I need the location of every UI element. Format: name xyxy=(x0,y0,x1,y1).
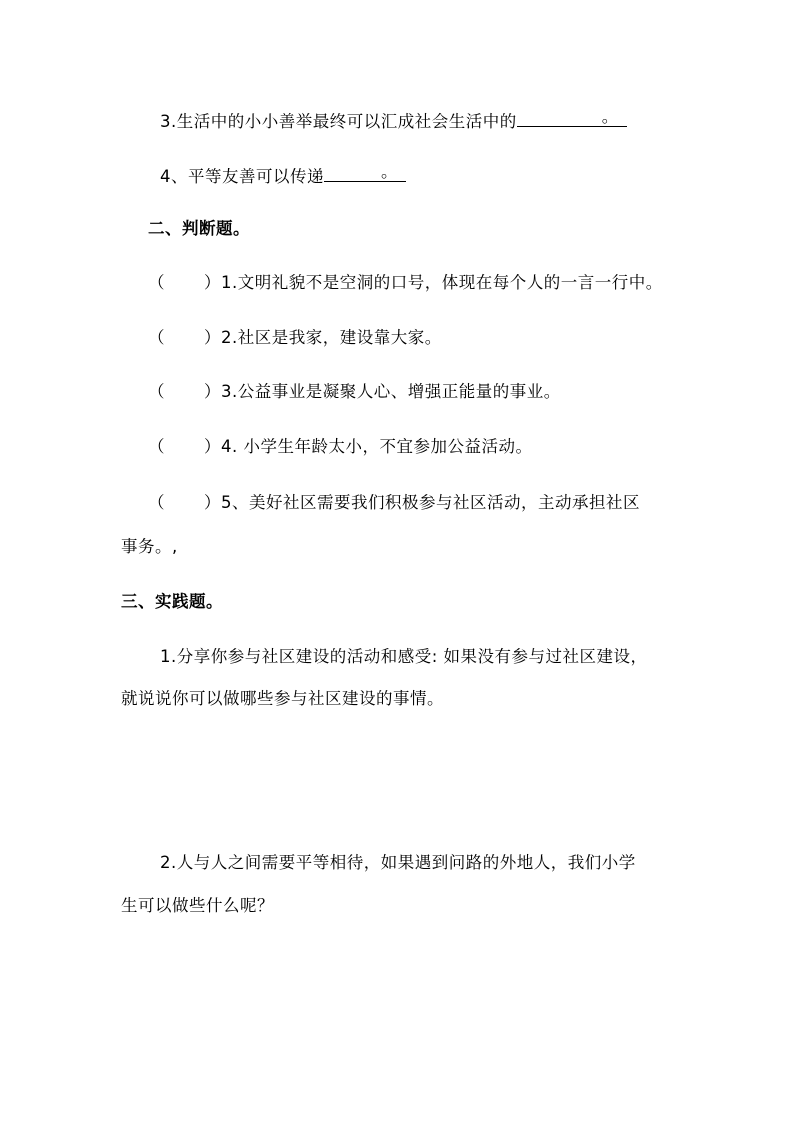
answer-parentheses[interactable]: （ xyxy=(148,437,165,456)
answer-parentheses[interactable]: （ xyxy=(148,328,165,347)
practice-question-1-line-2: 就说说你可以做哪些参与社区建设的事情。 xyxy=(121,689,444,708)
close-paren: ） xyxy=(204,437,221,456)
answer-parentheses[interactable]: （ xyxy=(148,493,165,512)
statement-text: 3.公益事业是凝聚人心、增强正能量的事业。 xyxy=(221,382,561,401)
answer-blank[interactable] xyxy=(324,163,406,182)
close-paren: ） xyxy=(204,328,221,347)
practice-question-2-line-2: 生可以做些什么呢？ xyxy=(121,896,274,915)
fill-in-question-3 xyxy=(160,108,627,133)
judge-item-5-continuation: 事务。, xyxy=(121,537,178,556)
question-text: 4、平等友善可以传递 xyxy=(160,167,324,186)
judge-item-5 xyxy=(148,492,640,514)
judge-item-3 xyxy=(148,381,561,403)
answer-blank[interactable] xyxy=(517,108,627,127)
section-heading-practice: 三、实践题。 xyxy=(121,592,223,611)
section-heading-judge: 二、判断题。 xyxy=(148,219,250,238)
practice-question-1-line-1: 1.分享你参与社区建设的活动和感受: 如果没有参与过社区建设， xyxy=(160,647,648,666)
judge-item-1 xyxy=(148,272,663,294)
practice-question-2-line-1: 2.人与人之间需要平等相待，如果遇到问路的外地人，我们小学 xyxy=(160,853,636,872)
fill-in-question-4 xyxy=(160,163,406,188)
statement-text: 2.社区是我家，建设靠大家。 xyxy=(221,328,442,347)
statement-text: 1.文明礼貌不是空洞的口号，体现在每个人的一言一行中。 xyxy=(221,273,663,292)
answer-parentheses[interactable]: （ xyxy=(148,382,165,401)
period-mark: 。 xyxy=(601,107,619,126)
judge-item-2 xyxy=(148,327,442,349)
answer-parentheses[interactable]: （ xyxy=(148,273,165,292)
period-mark: 。 xyxy=(381,162,398,181)
judge-item-4 xyxy=(148,436,533,458)
question-text: 3.生活中的小小善举最终可以汇成社会生活中的 xyxy=(160,112,517,131)
close-paren: ） xyxy=(204,382,221,401)
close-paren: ） xyxy=(204,273,221,292)
statement-text: 4. 小学生年龄太小，不宜参加公益活动。 xyxy=(221,437,533,456)
statement-text: 5、美好社区需要我们积极参与社区活动，主动承担社区 xyxy=(221,493,640,512)
close-paren: ） xyxy=(204,493,221,512)
